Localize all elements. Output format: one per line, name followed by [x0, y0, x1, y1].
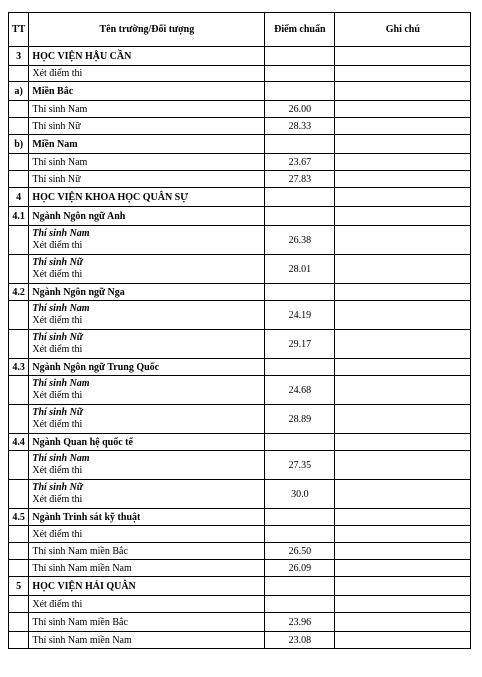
table-row — [9, 330, 471, 359]
table-row — [9, 451, 471, 480]
admission-scores-table — [8, 12, 471, 649]
row-score: 26.09 — [265, 560, 335, 577]
table-row — [9, 577, 471, 596]
row-note — [335, 376, 471, 405]
table-row — [9, 101, 471, 118]
row-tt — [9, 543, 29, 560]
row-name: Thí sinh Nữ — [29, 171, 265, 188]
row-score: 26.38 — [265, 226, 335, 255]
row-note — [335, 135, 471, 154]
row-note — [335, 526, 471, 543]
row-note — [335, 330, 471, 359]
row-subname: Xét điểm thi — [32, 465, 83, 476]
row-score — [265, 596, 335, 613]
row-tt — [9, 154, 29, 171]
header-note: Ghi chú — [335, 13, 471, 47]
row-tt — [9, 526, 29, 543]
row-name-cell — [29, 226, 265, 255]
row-note — [335, 255, 471, 284]
row-name-cell — [29, 480, 265, 509]
row-tt: b) — [9, 135, 29, 154]
table-row — [9, 301, 471, 330]
row-score: 30.0 — [265, 480, 335, 509]
row-name: Thí sinh Nam — [32, 228, 90, 239]
row-note — [335, 301, 471, 330]
row-name-cell — [29, 301, 265, 330]
row-name-cell — [29, 376, 265, 405]
row-score: 28.01 — [265, 255, 335, 284]
row-name-cell — [29, 405, 265, 434]
row-note — [335, 577, 471, 596]
row-name: Ngành Ngôn ngữ Trung Quốc — [29, 359, 265, 376]
row-name: Miền Bắc — [29, 82, 265, 101]
row-subname: Xét điểm thi — [32, 240, 83, 251]
table-row — [9, 284, 471, 301]
row-subname: Xét điểm thi — [32, 344, 83, 355]
row-note — [335, 66, 471, 82]
table-row — [9, 560, 471, 577]
row-score — [265, 284, 335, 301]
row-score: 23.67 — [265, 154, 335, 171]
row-name: Thí sinh Nam miền Bắc — [29, 613, 265, 632]
row-note — [335, 207, 471, 226]
row-subname: Xét điểm thi — [32, 494, 83, 505]
row-tt — [9, 330, 29, 359]
table-row — [9, 359, 471, 376]
row-tt — [9, 226, 29, 255]
table-row — [9, 632, 471, 649]
row-note — [335, 596, 471, 613]
row-name-cell — [29, 330, 265, 359]
row-note — [335, 509, 471, 526]
table-row — [9, 207, 471, 226]
row-tt: 4 — [9, 188, 29, 207]
row-score — [265, 66, 335, 82]
row-tt — [9, 405, 29, 434]
row-tt: a) — [9, 82, 29, 101]
row-name: Thí sinh Nam — [29, 101, 265, 118]
row-tt — [9, 255, 29, 284]
table-row — [9, 480, 471, 509]
row-tt: 4.4 — [9, 434, 29, 451]
header-score: Điểm chuẩn — [265, 13, 335, 47]
table-row — [9, 255, 471, 284]
row-subname: Xét điểm thi — [32, 269, 83, 280]
row-tt — [9, 480, 29, 509]
row-name: Thí sinh Nữ — [32, 407, 83, 418]
row-note — [335, 47, 471, 66]
table-row — [9, 405, 471, 434]
header-name: Tên trường/Đối tượng — [29, 13, 265, 47]
row-name: Ngành Quan hệ quốc tế — [29, 434, 265, 451]
row-name: Ngành Ngôn ngữ Nga — [29, 284, 265, 301]
row-name: Thí sinh Nam miền Nam — [29, 560, 265, 577]
row-name: Thí sinh Nam — [32, 303, 90, 314]
row-name: Xét điểm thi — [29, 596, 265, 613]
row-tt — [9, 613, 29, 632]
row-note — [335, 171, 471, 188]
table-row — [9, 543, 471, 560]
row-tt — [9, 118, 29, 135]
row-score: 27.35 — [265, 451, 335, 480]
table-row — [9, 154, 471, 171]
row-name: Thí sinh Nam — [32, 453, 90, 464]
table-row — [9, 526, 471, 543]
row-name: Thí sinh Nam miền Nam — [29, 632, 265, 649]
row-score: 28.89 — [265, 405, 335, 434]
row-tt — [9, 101, 29, 118]
table-header-row — [9, 13, 471, 47]
row-score — [265, 577, 335, 596]
row-note — [335, 284, 471, 301]
row-tt: 4.3 — [9, 359, 29, 376]
row-tt — [9, 376, 29, 405]
table-row — [9, 434, 471, 451]
row-score: 27.83 — [265, 171, 335, 188]
row-tt — [9, 171, 29, 188]
row-score: 28.33 — [265, 118, 335, 135]
row-note — [335, 632, 471, 649]
row-score: 26.50 — [265, 543, 335, 560]
row-tt — [9, 451, 29, 480]
row-tt — [9, 66, 29, 82]
row-score: 24.19 — [265, 301, 335, 330]
row-tt: 3 — [9, 47, 29, 66]
row-subname: Xét điểm thi — [32, 419, 83, 430]
row-name: Ngành Ngôn ngữ Anh — [29, 207, 265, 226]
row-name: Ngành Trinh sát kỹ thuật — [29, 509, 265, 526]
table-row — [9, 135, 471, 154]
table-row — [9, 171, 471, 188]
table-row — [9, 613, 471, 632]
table-row — [9, 47, 471, 66]
row-tt — [9, 301, 29, 330]
row-score — [265, 135, 335, 154]
row-tt — [9, 596, 29, 613]
row-tt: 4.2 — [9, 284, 29, 301]
row-note — [335, 101, 471, 118]
row-note — [335, 82, 471, 101]
row-score — [265, 82, 335, 101]
row-name: HỌC VIỆN HẢI QUÂN — [29, 577, 265, 596]
row-name: Thí sinh Nam — [29, 154, 265, 171]
table-row — [9, 376, 471, 405]
row-note — [335, 434, 471, 451]
row-note — [335, 613, 471, 632]
row-name: Thí sinh Nữ — [32, 257, 83, 268]
row-score: 24.68 — [265, 376, 335, 405]
row-tt: 4.5 — [9, 509, 29, 526]
row-note — [335, 560, 471, 577]
row-score — [265, 359, 335, 376]
row-name: Thí sinh Nam — [32, 378, 90, 389]
table-row — [9, 188, 471, 207]
row-name-cell — [29, 255, 265, 284]
row-note — [335, 451, 471, 480]
row-tt — [9, 560, 29, 577]
row-note — [335, 480, 471, 509]
row-score: 23.08 — [265, 632, 335, 649]
row-score — [265, 526, 335, 543]
row-tt — [9, 632, 29, 649]
row-score — [265, 47, 335, 66]
table-row — [9, 226, 471, 255]
table-row — [9, 509, 471, 526]
row-score — [265, 207, 335, 226]
row-note — [335, 154, 471, 171]
row-note — [335, 405, 471, 434]
row-subname: Xét điểm thi — [32, 390, 83, 401]
row-tt: 4.1 — [9, 207, 29, 226]
row-note — [335, 118, 471, 135]
row-name: Miền Nam — [29, 135, 265, 154]
row-note — [335, 543, 471, 560]
row-score: 26.00 — [265, 101, 335, 118]
row-name: Xét điểm thi — [29, 66, 265, 82]
row-name: Thí sinh Nữ — [29, 118, 265, 135]
row-score — [265, 509, 335, 526]
table-row — [9, 66, 471, 82]
row-name: HỌC VIỆN KHOA HỌC QUÂN SỰ — [29, 188, 265, 207]
row-name-cell — [29, 451, 265, 480]
row-name: Xét điểm thi — [29, 526, 265, 543]
row-name: Thí sinh Nữ — [32, 482, 83, 493]
row-score — [265, 188, 335, 207]
table-row — [9, 596, 471, 613]
row-subname: Xét điểm thi — [32, 315, 83, 326]
row-name: Thí sinh Nữ — [32, 332, 83, 343]
row-note — [335, 226, 471, 255]
row-tt: 5 — [9, 577, 29, 596]
row-score: 29.17 — [265, 330, 335, 359]
row-name: Thí sinh Nam miền Bắc — [29, 543, 265, 560]
row-note — [335, 359, 471, 376]
row-score — [265, 434, 335, 451]
row-score: 23.96 — [265, 613, 335, 632]
row-note — [335, 188, 471, 207]
row-name: HỌC VIỆN HẬU CẦN — [29, 47, 265, 66]
table-row — [9, 82, 471, 101]
header-tt: TT — [9, 13, 29, 47]
table-row — [9, 118, 471, 135]
